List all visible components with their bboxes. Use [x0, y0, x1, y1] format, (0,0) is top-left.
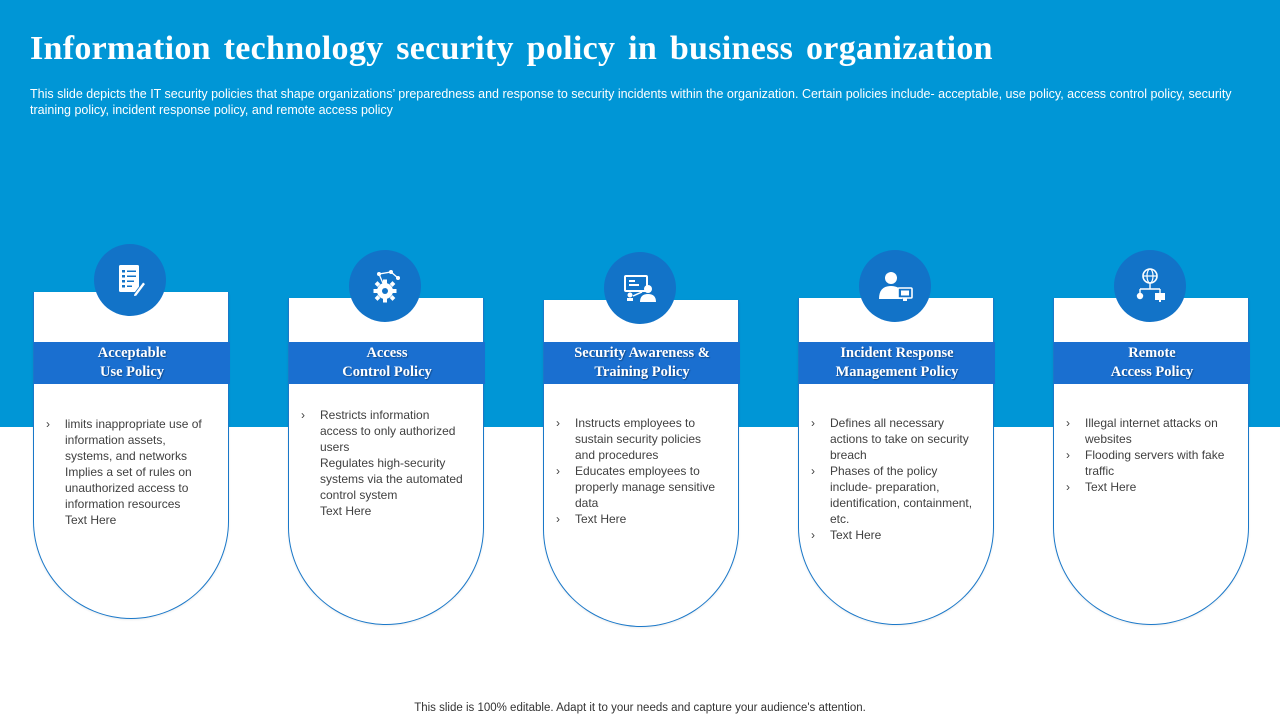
card-title-line1: Acceptable [97, 345, 167, 361]
bullet-item: › Flooding servers with fake traffic [1066, 447, 1234, 479]
bullet-item: Text Here [65, 513, 117, 527]
bullet-item: › Text Here [1066, 479, 1234, 495]
bullet-item: Text Here [320, 504, 372, 518]
card-title-line1: Incident Response [840, 345, 954, 361]
card-header [289, 342, 485, 384]
card-title-line2: Training Policy [594, 364, 690, 380]
bullet-item: Implies a set of rules on unauthorized access to information resources [65, 465, 192, 511]
card-title-line1: Access [366, 345, 408, 361]
bullet-item: › Restricts information access to only authorized users [301, 407, 469, 455]
card-bullets [46, 416, 214, 528]
gear-network-icon [349, 250, 421, 322]
policy-card-access-control [288, 298, 484, 625]
slide-title: Information technology security policy in business organization [30, 30, 993, 67]
card-title-line1: Security Awareness & [574, 345, 710, 361]
user-monitor-icon [859, 250, 931, 322]
bullet-item: › Text Here [811, 527, 979, 543]
card-header [1054, 342, 1250, 384]
card-title-line2: Management Policy [835, 364, 959, 380]
bullet-item: › Educates employees to properly manage sensitive data [556, 463, 724, 511]
slide-footer: This slide is 100% editable. Adapt it to your needs and capture your audience's attention. [414, 702, 866, 714]
card-title-line2: Control Policy [342, 364, 432, 380]
card-header [544, 342, 740, 384]
card-title-line2: Access Policy [1110, 364, 1194, 380]
bullet-item: › Defines all necessary actions to take on security breach [811, 415, 979, 463]
card-header [799, 342, 995, 384]
checklist-document-icon [94, 244, 166, 316]
presentation-trainer-icon [604, 252, 676, 324]
card-title-line2: Use Policy [99, 364, 165, 380]
card-bullets [1066, 415, 1234, 495]
bullet-item: Regulates high-security systems via the automated control system [320, 456, 463, 502]
policy-card-incident-response [798, 298, 994, 625]
policy-card-security-training [543, 300, 739, 627]
bullet-item: › Text Here [556, 511, 724, 527]
bullet-item: › limits inappropriate use of information assets, systems, and networks [46, 416, 214, 464]
card-bullets [301, 407, 469, 519]
card-header [34, 342, 230, 384]
globe-network-icon [1114, 250, 1186, 322]
card-title-line1: Remote [1128, 345, 1176, 361]
bullet-item: › Instructs employees to sustain security policies and procedures [556, 415, 724, 463]
bullet-item: › Illegal internet attacks on websites [1066, 415, 1234, 447]
slide-subtitle: This slide depicts the IT security policies that shape organizations’ preparedness and response to security incidents within the organization. Certain policies include- acceptable, use policy, access control policy, security training policy, incident response policy, and remote access policy [30, 87, 1232, 117]
bullet-item: › Phases of the policy include- preparation, identification, containment, etc. [811, 463, 979, 527]
card-bullets [811, 415, 979, 543]
card-bullets [556, 415, 724, 527]
policy-card-remote-access [1053, 298, 1249, 625]
policy-card-acceptable-use [33, 292, 229, 619]
